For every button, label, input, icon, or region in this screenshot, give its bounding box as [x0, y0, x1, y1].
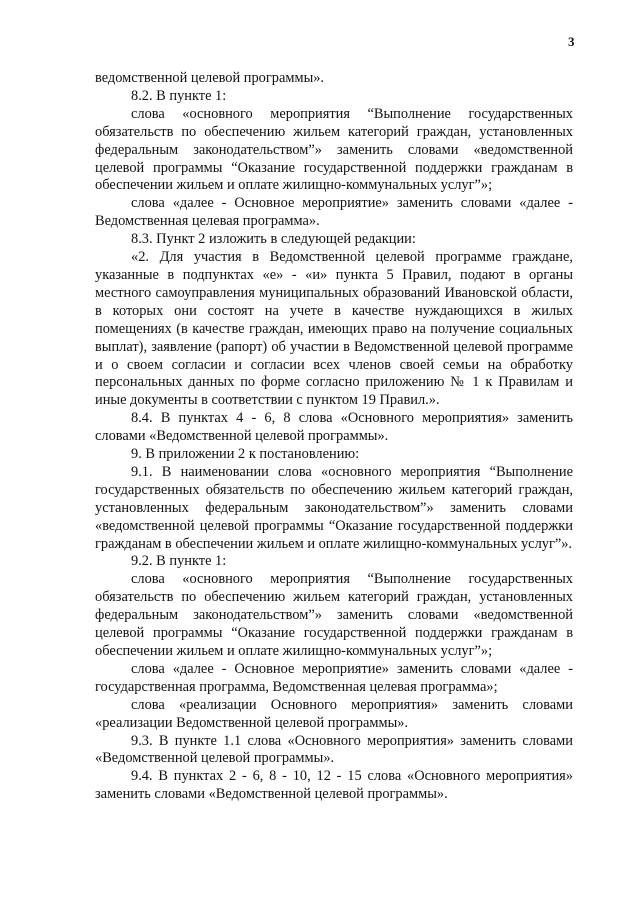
paragraph: слова «основного мероприятия “Выполнение государственных обязательств по обеспечению жильем категорий граждан, установленных федеральным законодательством”» заменить словами «ведомственной целевой программы “Оказание государственной поддержки гражданам в обеспечении жильем и оплате жилищно-коммунальных услуг”»; — [95, 105, 573, 194]
paragraph: 9.4. В пунктах 2 - 6, 8 - 10, 12 - 15 слова «Основного мероприятия» заменить словами «Ведомственной целевой программы». — [95, 768, 573, 803]
paragraph: «2. Для участия в Ведомственной целевой программе граждане, указанные в подпунктах «е» - «и» пункта 5 Правил, подают в органы местного самоуправления муниципальных образований Ивановской области, в которых они состоят на учете в качестве нуждающихся в жилых помещениях (в качестве граждан, имеющих право на получение социальных выплат), заявление (рапорт) об участии в Ведомственной целевой программе и о своем согласии и согласии всех членов своей семьи на обработку персональных данных по форме согласно приложению № 1 к Правилам и иные документы в соответствии с пунктом 19 Правил.». — [95, 249, 573, 409]
paragraph: слова «реализации Основного мероприятия» заменить словами «реализации Ведомственной целевой программы». — [95, 696, 573, 731]
paragraph: слова «далее - Основное мероприятие» заменить словами «далее - государственная программа, Ведомственная целевая программа»; — [95, 660, 573, 695]
paragraph: 8.3. Пункт 2 изложить в следующей редакции: — [131, 231, 416, 248]
paragraph: 9. В приложении 2 к постановлению: — [131, 446, 360, 463]
paragraph: 8.4. В пунктах 4 - 6, 8 слова «Основного мероприятия» заменить словами «Ведомственной целевой программы». — [95, 410, 573, 445]
paragraph: 9.2. В пункте 1: — [131, 553, 227, 570]
page-number: 3 — [568, 34, 575, 49]
paragraph: 9.1. В наименовании слова «основного мероприятия “Выполнение государственных обязательств по обеспечению жильем категорий граждан, установленных федеральным законодательством”» заменить словами «ведомственной целевой программы “Оказание государственной поддержки гражданам в обеспечении жильем и оплате жилищно-коммунальных услуг”». — [95, 463, 573, 552]
paragraph: слова «основного мероприятия “Выполнение государственных обязательств по обеспечению жильем категорий граждан, установленных федеральным законодательством”» заменить словами «ведомственной целевой программы “Оказание государственной поддержки гражданам в обеспечении жильем и оплате жилищно-коммунальных услуг”»; — [95, 571, 573, 659]
paragraph: 8.2. В пункте 1: — [131, 87, 227, 104]
document-body — [95, 70, 573, 804]
paragraph: 9.3. В пункте 1.1 слова «Основного мероприятия» заменить словами «Ведомственной целевой программы». — [95, 732, 573, 767]
paragraph: ведомственной целевой программы». — [95, 70, 325, 86]
paragraph: слова «далее - Основное мероприятие» заменить словами «далее - Ведомственная целевая программа». — [95, 195, 573, 230]
